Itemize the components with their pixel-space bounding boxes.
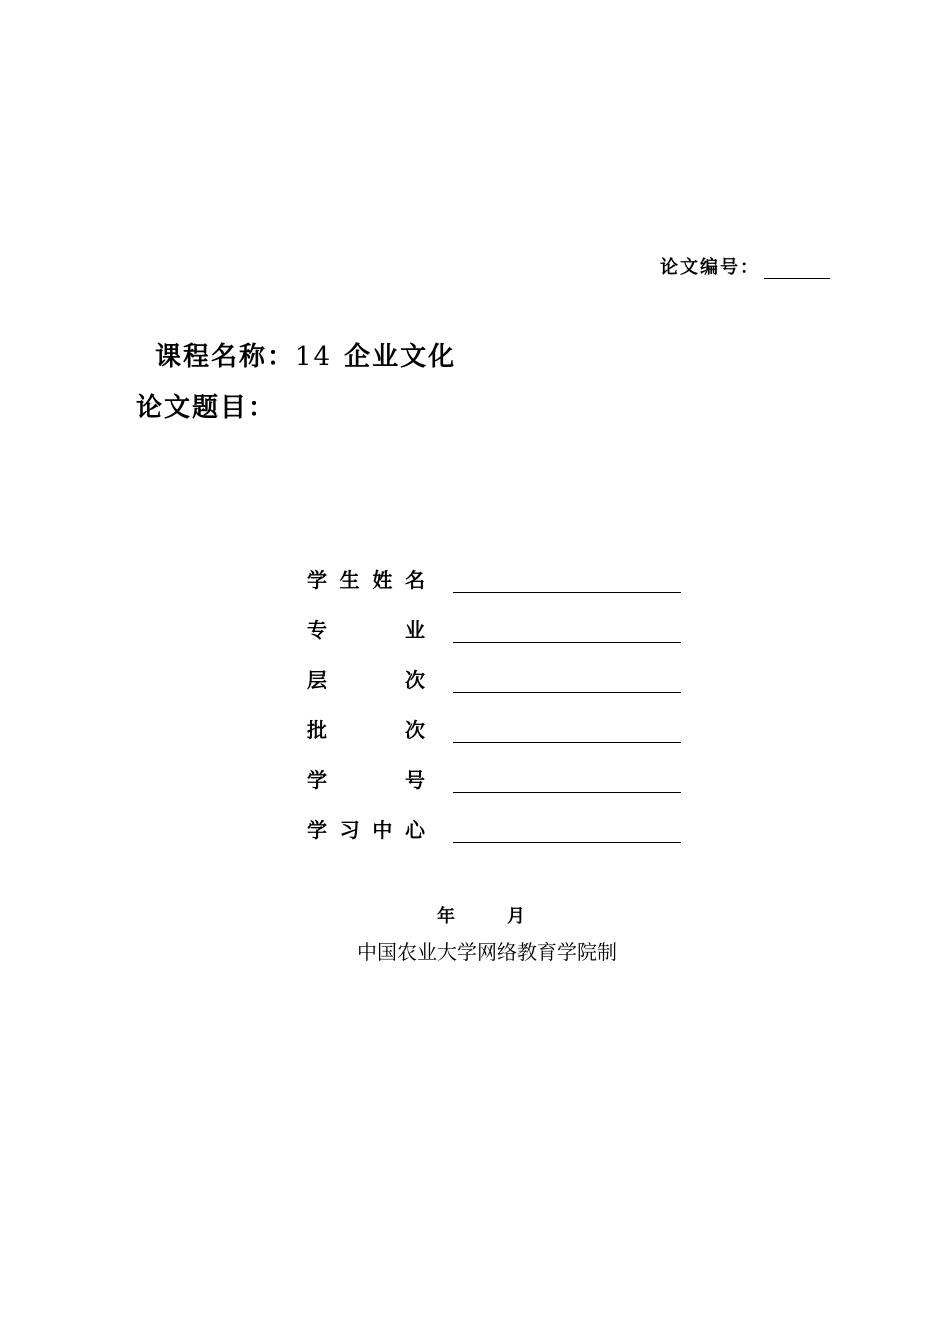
study-center-label <box>307 814 425 843</box>
paper-title-label: 论文题目： <box>136 393 277 423</box>
label-char: 批 <box>307 718 327 742</box>
label-char: 层 <box>307 668 327 692</box>
major-field[interactable] <box>453 642 681 643</box>
paper-number-label: 论文编号： <box>660 257 760 278</box>
year-label: 年 <box>437 906 455 927</box>
course-name-line <box>155 336 456 373</box>
student-name-label <box>307 564 425 593</box>
institution-footer <box>0 936 950 965</box>
batch-label <box>307 714 425 743</box>
label-char: 学 <box>307 568 327 592</box>
student-id-field[interactable] <box>453 792 681 793</box>
study-center-row <box>307 810 687 860</box>
label-char: 学 <box>307 818 327 842</box>
label-char: 习 <box>339 818 360 842</box>
label-char: 学 <box>307 768 327 792</box>
student-name-field[interactable] <box>453 592 681 593</box>
date-line <box>437 902 525 928</box>
study-center-field[interactable] <box>453 842 681 843</box>
course-name-value: 企业文化 <box>344 342 457 372</box>
label-char: 业 <box>405 618 425 642</box>
course-code: 14 <box>295 342 333 372</box>
institution-name: 中国农业大学网络教育学院制 <box>357 940 617 964</box>
level-row <box>307 660 687 710</box>
label-char: 专 <box>307 618 327 642</box>
level-field[interactable] <box>453 692 681 693</box>
label-char: 次 <box>405 668 425 692</box>
label-char: 姓 <box>372 568 393 592</box>
batch-row <box>307 710 687 760</box>
month-label: 月 <box>507 906 525 927</box>
student-id-row <box>307 760 687 810</box>
student-id-label <box>307 764 425 793</box>
course-name-label: 课程名称： <box>155 342 296 372</box>
student-info-form <box>307 560 687 860</box>
label-char: 心 <box>404 818 425 842</box>
major-row <box>307 610 687 660</box>
label-char: 号 <box>405 768 425 792</box>
level-label <box>307 664 425 693</box>
label-char: 中 <box>372 818 393 842</box>
paper-number-blank[interactable] <box>764 260 830 279</box>
label-char: 次 <box>405 718 425 742</box>
label-char: 名 <box>404 568 425 592</box>
label-char: 生 <box>339 568 360 592</box>
paper-title-line <box>136 387 276 424</box>
paper-number <box>660 253 830 279</box>
student-name-row <box>307 560 687 610</box>
major-label <box>307 614 425 643</box>
batch-field[interactable] <box>453 742 681 743</box>
